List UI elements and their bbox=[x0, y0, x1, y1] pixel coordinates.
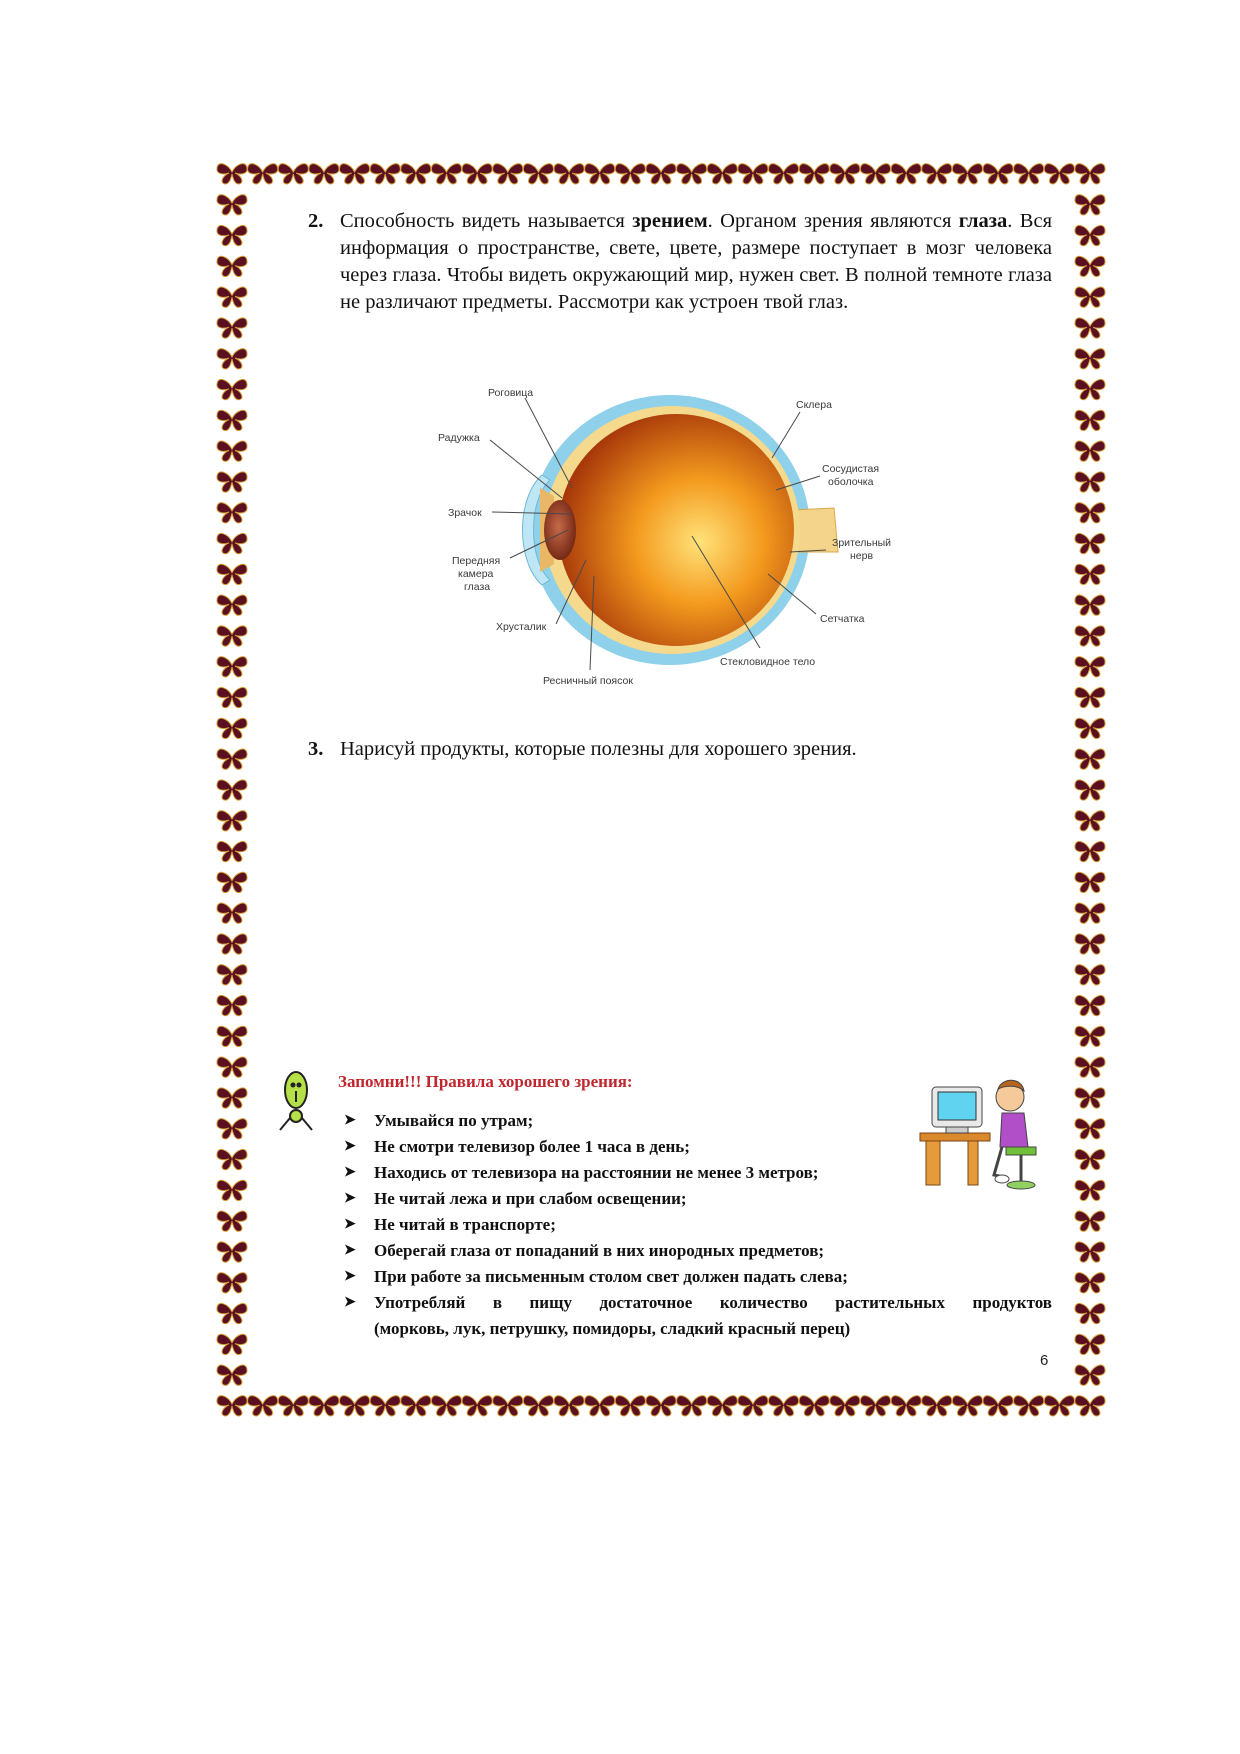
arrow-bullet-icon: ➤ bbox=[344, 1243, 356, 1258]
leader-choroid bbox=[776, 476, 820, 490]
leader-optic bbox=[790, 550, 826, 552]
page-number: 6 bbox=[1040, 1352, 1049, 1369]
arrow-bullet-icon: ➤ bbox=[344, 1165, 356, 1180]
leader-anterior bbox=[510, 530, 568, 558]
label-optic-1: Зрительный bbox=[832, 537, 892, 549]
q2-bold-vision: зрением bbox=[632, 210, 708, 232]
arrow-bullet-icon: ➤ bbox=[344, 1113, 356, 1128]
arrow-bullet-icon: ➤ bbox=[344, 1295, 356, 1310]
rule-item: ➤ При работе за письменным столом свет должен падать слева; bbox=[344, 1264, 1052, 1290]
label-ciliary: Ресничный поясок bbox=[543, 675, 633, 687]
label-iris: Радужка bbox=[438, 432, 480, 444]
label-optic-2: нерв bbox=[850, 550, 874, 562]
label-sclera: Склера bbox=[796, 399, 832, 411]
label-anterior-3: глаза bbox=[464, 581, 491, 593]
arrow-bullet-icon: ➤ bbox=[344, 1191, 356, 1206]
question-3-number: 3. bbox=[308, 738, 324, 760]
arrow-bullet-icon: ➤ bbox=[344, 1269, 356, 1284]
leader-lens bbox=[556, 560, 586, 624]
leader-ciliary bbox=[590, 576, 594, 670]
exclamation-icon bbox=[276, 1068, 316, 1134]
rule-item: ➤ Умывайся по утрам; bbox=[344, 1108, 1052, 1134]
q2-text-3: . Вся информация о пространстве, свете, цвете, размере поступает в мозг человека через глаза. Чтобы видеть окружающий мир, нужен свет. В полной темноте глаза не различают предметы. Рассмотри как устроен твой глаз. bbox=[340, 210, 1053, 313]
leader-pupil bbox=[492, 512, 572, 514]
q3-text: Нарисуй продукты, которые полезны для хорошего зрения. bbox=[340, 738, 857, 760]
label-lens: Хрусталик bbox=[496, 621, 547, 633]
q2-bold-eyes: глаза bbox=[958, 210, 1008, 232]
rule-item: ➤ Оберегай глаза от попаданий в них инородных предметов; bbox=[344, 1238, 1052, 1264]
rule-item-continuation: (морковь, лук, петрушку, помидоры, сладкий красный перец) bbox=[374, 1319, 851, 1338]
leader-vitreous bbox=[692, 536, 760, 648]
rule-item: ➤ Не читай в транспорте; bbox=[344, 1212, 1052, 1238]
q2-text-2: . Органом зрения являются bbox=[707, 210, 959, 232]
label-cornea: Роговица bbox=[488, 387, 534, 399]
rule-item: ➤ Не читай лежа и при слабом освещении; bbox=[344, 1186, 1052, 1212]
label-choroid-2: оболочка bbox=[828, 476, 874, 488]
arrow-bullet-icon: ➤ bbox=[344, 1139, 356, 1154]
rule-item: ➤ Не смотри телевизор более 1 часа в день; bbox=[344, 1134, 1052, 1160]
rule-item: ➤ Находись от телевизора на расстоянии не менее 3 метров; bbox=[344, 1160, 1052, 1186]
label-retina: Сетчатка bbox=[820, 613, 865, 625]
remember-heading bbox=[338, 1072, 633, 1092]
label-vitreous: Стекловидное тело bbox=[720, 656, 816, 668]
leader-sclera bbox=[772, 412, 800, 458]
remember-title: Запомни!!! bbox=[338, 1072, 422, 1091]
arrow-bullet-icon: ➤ bbox=[344, 1217, 356, 1232]
kid-at-computer-illustration bbox=[918, 1075, 1058, 1195]
q2-text-1: Способность видеть называется bbox=[340, 210, 633, 232]
question-2-number: 2. bbox=[308, 210, 324, 232]
rule-item: ➤ Употребляй в пищу достаточное количество растительных продуктов bbox=[344, 1290, 1052, 1316]
label-pupil: Зрачок bbox=[448, 507, 482, 519]
label-choroid-1: Сосудистая bbox=[822, 463, 880, 475]
label-anterior-1: Передняя bbox=[452, 555, 501, 567]
remember-subtitle: Правила хорошего зрения: bbox=[425, 1072, 633, 1091]
label-anterior-2: камера bbox=[458, 568, 494, 580]
leader-retina bbox=[768, 574, 816, 614]
